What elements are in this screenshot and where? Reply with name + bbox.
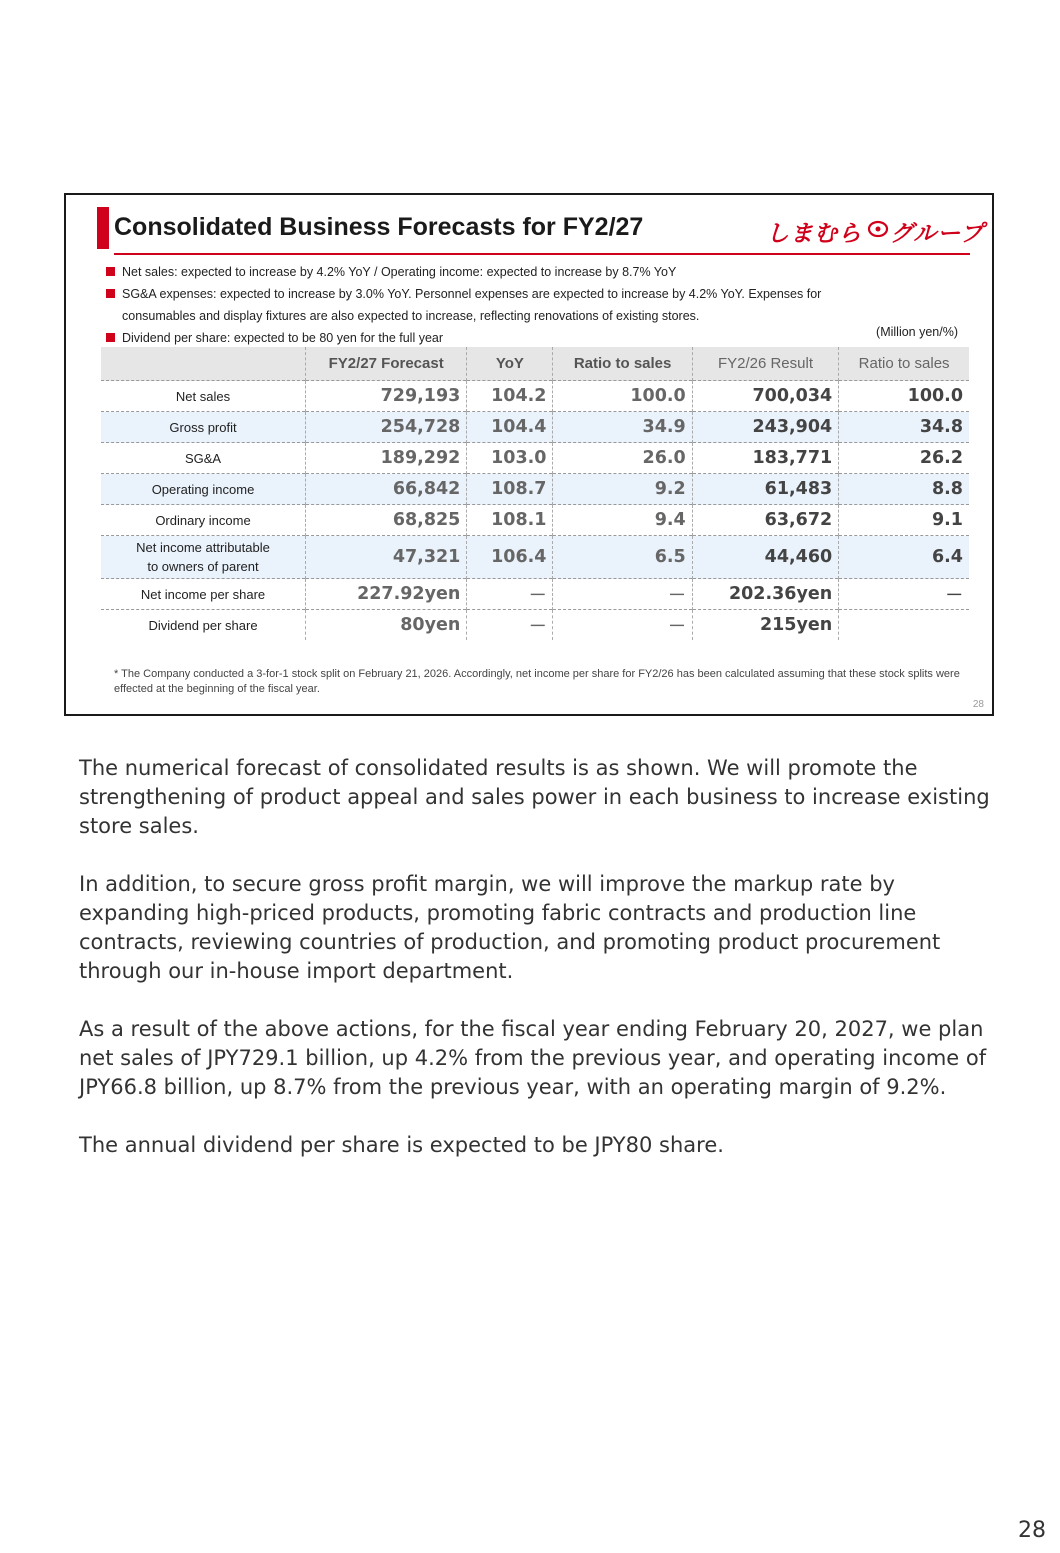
table-cell: 215yen — [692, 610, 838, 641]
table-cell: 34.8 — [839, 412, 969, 443]
header-fy27-forecast: FY2/27 Forecast — [306, 347, 467, 381]
logo-text-right: グループ — [890, 221, 985, 247]
bullet-sga: SG&A expenses: expected to increase by 3.0% YoY. Personnel expenses are expected to increase by 4.2% YoY. Expenses for — [106, 283, 976, 305]
paragraph: The numerical forecast of consolidated results is as shown. We will promote the strengthening of product appeal and sales power in each business to increase existing store sales. — [79, 756, 990, 838]
paragraph: In addition, to secure gross profit margin, we will improve the markup rate by expanding high-priced products, promoting fabric contracts and production line contracts, reviewing countries of production, and promoting product procurement through our in-house import department. — [79, 872, 941, 983]
table-row — [101, 610, 969, 641]
table-cell: － — [467, 579, 553, 610]
table-cell: 100.0 — [839, 381, 969, 412]
unit-label: (Million yen/%) — [876, 325, 958, 339]
table-cell: 9.2 — [553, 474, 692, 505]
shimamura-group-logo — [766, 212, 985, 247]
table-cell: 227.92yen — [306, 579, 467, 610]
paragraph: The annual dividend per share is expected to be JPY80 share. — [79, 1133, 724, 1157]
page-number: 28 — [1018, 1518, 1046, 1543]
table-cell: － — [467, 610, 553, 641]
table-row — [101, 536, 969, 579]
table-cell: － — [553, 579, 692, 610]
forecast-table — [101, 347, 969, 640]
row-label: Gross profit — [101, 412, 306, 443]
table-cell: 44,460 — [692, 536, 838, 579]
table-cell: 183,771 — [692, 443, 838, 474]
table-cell: － — [553, 610, 692, 641]
title-underline — [114, 253, 970, 255]
title-accent-bar — [97, 207, 109, 249]
table-cell: 80yen — [306, 610, 467, 641]
bullet-square-icon — [106, 333, 115, 342]
table-row — [101, 579, 969, 610]
table-cell: 68,825 — [306, 505, 467, 536]
bullet-square-icon — [106, 267, 115, 276]
table-cell: 6.5 — [553, 536, 692, 579]
table-row — [101, 381, 969, 412]
table-cell: 108.1 — [467, 505, 553, 536]
table-cell: 47,321 — [306, 536, 467, 579]
logo-text-left: しまむら — [766, 221, 862, 247]
bullet-net-sales: Net sales: expected to increase by 4.2% YoY / Operating income: expected to increase by 8.7% YoY — [106, 261, 976, 283]
table-cell: 104.4 — [467, 412, 553, 443]
table-cell: 202.36yen — [692, 579, 838, 610]
header-yoy: YoY — [467, 347, 553, 381]
bullet-square-icon — [106, 289, 115, 298]
table-cell: 103.0 — [467, 443, 553, 474]
paragraph: As a result of the above actions, for the fiscal year ending February 20, 2027, we plan net sales of JPY729.1 billion, up 4.2% from the previous year, and operating income of JPY66.8 billion, up 8.7% from the previous year, with an operating margin of 9.2%. — [79, 1017, 987, 1099]
table-cell: 8.8 — [839, 474, 969, 505]
row-label: Dividend per share — [101, 610, 306, 641]
header-empty — [101, 347, 306, 381]
slide-number: 28 — [972, 699, 984, 710]
row-label — [101, 536, 306, 579]
table-cell: 254,728 — [306, 412, 467, 443]
table-cell: 104.2 — [467, 381, 553, 412]
table-cell: 9.1 — [839, 505, 969, 536]
table-cell: 9.4 — [553, 505, 692, 536]
row-label: Net sales — [101, 381, 306, 412]
header-fy26-result: FY2/26 Result — [692, 347, 838, 381]
header-ratio-forecast: Ratio to sales — [553, 347, 692, 381]
table-cell: 66,842 — [306, 474, 467, 505]
row-label: Net income per share — [101, 579, 306, 610]
table-cell: 34.9 — [553, 412, 692, 443]
bullet-sga-continued: consumables and display fixtures are also expected to increase, reflecting renovations of existing stores. — [122, 309, 700, 323]
table-cell: 26.0 — [553, 443, 692, 474]
table-cell: 100.0 — [553, 381, 692, 412]
table-cell: 729,193 — [306, 381, 467, 412]
logo-flower-icon — [867, 220, 889, 238]
table-cell: 6.4 — [839, 536, 969, 579]
table-cell: 26.2 — [839, 443, 969, 474]
table-cell — [839, 610, 969, 641]
table-row — [101, 474, 969, 505]
table-cell: 189,292 — [306, 443, 467, 474]
row-label: Ordinary income — [101, 505, 306, 536]
row-label-line2: to owners of parent — [147, 559, 259, 574]
row-label: Operating income — [101, 474, 306, 505]
row-label-line1: Net income attributable — [136, 540, 270, 555]
footnote: * The Company conducted a 3-for-1 stock split on February 21, 2026. Accordingly, net income per share for FY2/26 has been calculated assuming that these stock splits were effected at the beginning of the fiscal year. — [114, 668, 960, 695]
slide-title: Consolidated Business Forecasts for FY2/27 — [114, 213, 644, 241]
table-cell: 243,904 — [692, 412, 838, 443]
table-cell: － — [839, 579, 969, 610]
table-cell: 106.4 — [467, 536, 553, 579]
table-cell: 61,483 — [692, 474, 838, 505]
table-row — [101, 505, 969, 536]
table-cell: 700,034 — [692, 381, 838, 412]
row-label: SG&A — [101, 443, 306, 474]
table-cell: 108.7 — [467, 474, 553, 505]
slide-frame — [64, 193, 994, 716]
table-row — [101, 412, 969, 443]
table-header-row — [101, 347, 969, 381]
bullet-dividend: Dividend per share: expected to be 80 yen for the full year — [106, 327, 976, 349]
table-cell: 63,672 — [692, 505, 838, 536]
table-row — [101, 443, 969, 474]
commentary-text — [79, 754, 999, 1189]
bullet-list — [106, 261, 976, 349]
header-ratio-result: Ratio to sales — [839, 347, 969, 381]
